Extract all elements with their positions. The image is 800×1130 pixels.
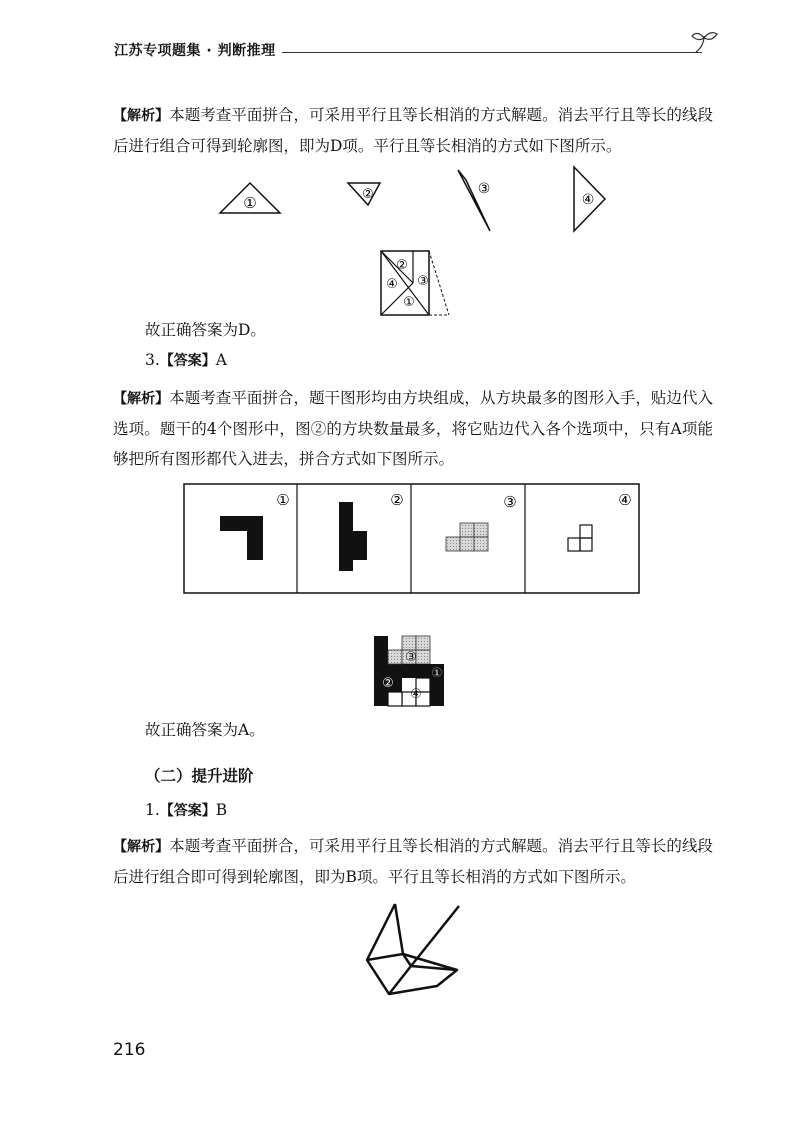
section-title: （二）提升进阶 xyxy=(145,767,254,785)
figure-block-pieces xyxy=(183,483,643,595)
question-3-number: 3. xyxy=(145,351,160,369)
combined-seam-dashed xyxy=(429,251,449,315)
combined-label-4: ④ xyxy=(386,277,398,292)
analysis-label-2: 【解析】 xyxy=(113,391,170,407)
page-number: 216 xyxy=(113,1040,146,1060)
analysis-paragraph-2 xyxy=(113,383,713,474)
analysis-label-1: 【解析】 xyxy=(113,108,170,124)
question-3-answer-label: 【答案】 xyxy=(159,353,216,369)
panel-2 xyxy=(339,491,404,571)
analysis-label-3: 【解析】 xyxy=(113,839,170,855)
piece-4-label: ④ xyxy=(581,192,595,208)
combined-block-label-4: ④ xyxy=(410,687,422,702)
piece-4 xyxy=(574,167,605,231)
figure-crane-outline xyxy=(355,898,475,1008)
piece-shape xyxy=(220,516,263,560)
figure-combined-triangles xyxy=(375,245,455,320)
piece-1 xyxy=(220,183,280,213)
header-title: 江苏专项题集 · 判断推理 xyxy=(114,43,276,59)
analysis-text-2: 本题考查平面拼合，题干图形均由方块组成，从方块最多的图形入手，贴边代入选项。题干的4个图形中，图②的方块数量最多，将它贴边代入各个选项中，只有A项能够把所有图形都代入进去，拼合方式如下图所示。 xyxy=(113,389,713,468)
combined-label-3: ③ xyxy=(417,274,429,289)
panel-3-label: ③ xyxy=(503,493,517,511)
sprout-icon xyxy=(690,28,720,58)
combined-block-label-1: ① xyxy=(431,666,443,681)
question-1-number: 1. xyxy=(145,801,160,819)
analysis-paragraph-1 xyxy=(113,100,713,161)
panel-2-label: ② xyxy=(390,491,404,509)
answer-line-2: 故正确答案为A。 xyxy=(145,721,265,739)
question-1-answer-value: B xyxy=(215,801,228,819)
panel-4-label: ④ xyxy=(618,491,632,509)
question-1-answer-label: 【答案】 xyxy=(159,803,216,819)
piece-shape xyxy=(568,525,592,551)
question-3-answer-value: A xyxy=(215,351,227,369)
combined-label-1: ① xyxy=(403,295,415,310)
piece-shape xyxy=(446,523,488,551)
piece-2-label: ② xyxy=(362,187,374,202)
panel-1-label: ① xyxy=(276,491,290,509)
figure-triangle-pieces xyxy=(200,165,630,235)
piece-3-label: ③ xyxy=(477,181,491,197)
piece-3 xyxy=(458,170,490,231)
piece-2 xyxy=(348,183,380,205)
analysis-paragraph-3 xyxy=(113,831,713,892)
panel-4 xyxy=(568,491,632,551)
piece-1-label: ① xyxy=(243,194,257,212)
question-1-answer xyxy=(145,800,227,820)
combined-label-2: ② xyxy=(396,258,408,273)
combined-block-label-3: ③ xyxy=(405,650,417,665)
piece-shape xyxy=(339,502,367,571)
combined-block-label-2: ② xyxy=(382,676,394,691)
panel-3 xyxy=(446,493,517,551)
answer-line-1: 故正确答案为D。 xyxy=(145,321,266,339)
analysis-text-3: 本题考查平面拼合，可采用平行且等长相消的方式解题。消去平行且等长的线段后进行组合即可得到轮廓图，即为B项。平行且等长相消的方式如下图所示。 xyxy=(113,837,713,886)
question-3-answer xyxy=(145,350,227,370)
figure-combined-blocks xyxy=(370,632,450,712)
panel-1 xyxy=(220,491,290,560)
header-rule xyxy=(282,52,702,53)
analysis-text-1: 本题考查平面拼合，可采用平行且等长相消的方式解题。消去平行且等长的线段后进行组合可得到轮廓图，即为D项。平行且等长相消的方式如下图所示。 xyxy=(113,106,713,155)
